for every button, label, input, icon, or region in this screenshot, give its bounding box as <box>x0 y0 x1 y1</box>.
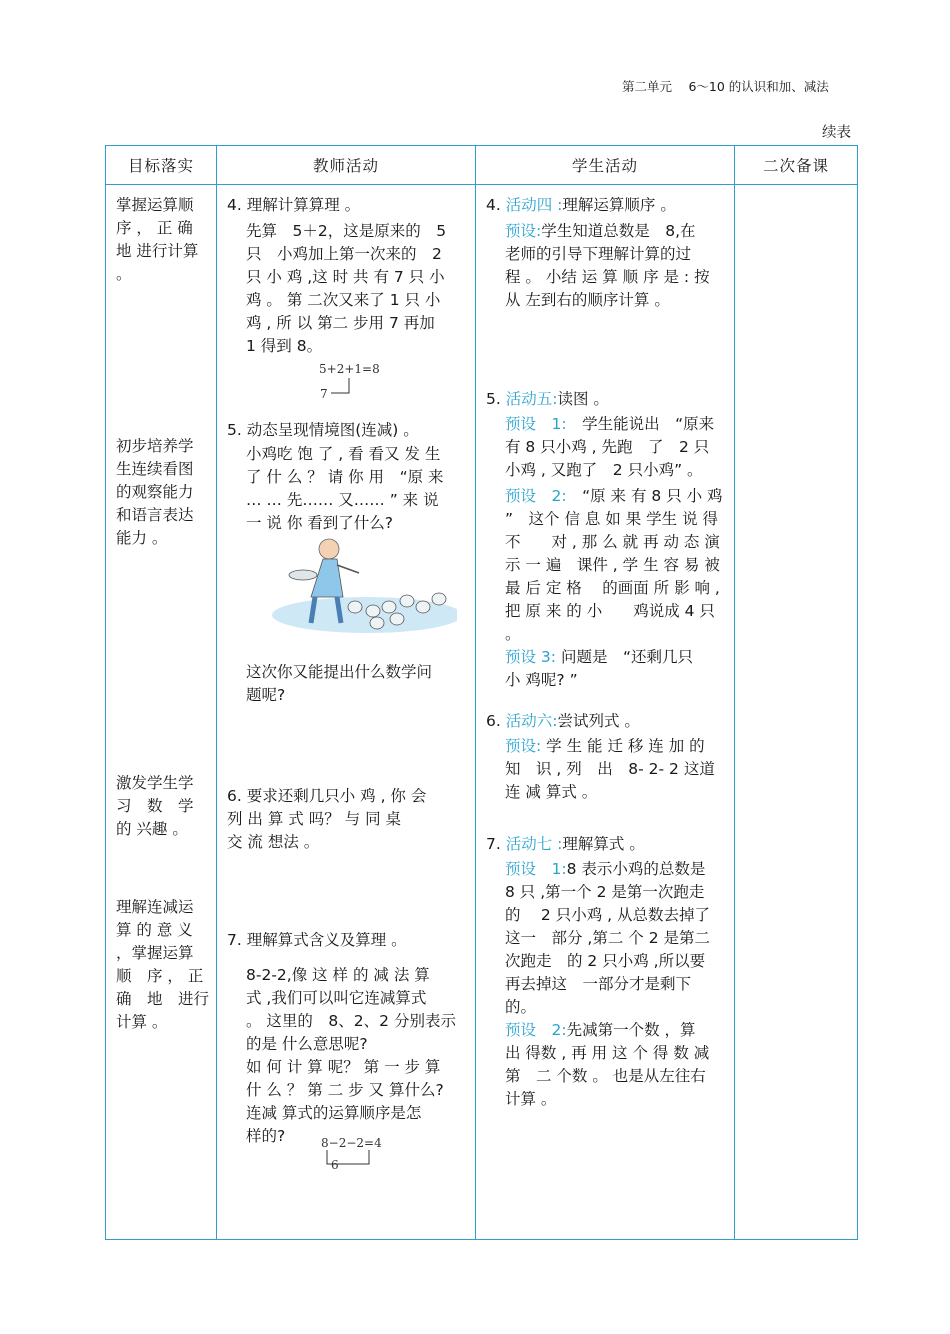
student-activity4-body <box>505 220 730 312</box>
activity4-preset-text: 学生知道总数是 8,在 <box>541 222 696 240</box>
teacher-step7-body: 8-2-2,像 这 样 的 减 法 算 式 ,我们可以叫它连减算式 。 这里的 8、2、2 分别表示 的是 什么意思呢? 如 何 计 算 呢？ 第 一 步 算 什 么 ？ 第 二 步 又 算什么? 连减 算式的运算顺序是怎 样的? <box>246 966 456 1145</box>
activity5-preset1-text-cont: 有 8 只小鸡 , 先跑 了 2 只 小鸡 , 又跑了 2 只小鸡” 。 <box>505 438 710 479</box>
activity7-label: 活动七 : <box>505 835 563 853</box>
calc-order-figure-2 <box>319 1135 399 1175</box>
col-header-teacher: 教师活动 <box>217 146 476 185</box>
activity7-preset1-label: 预设 1: <box>505 860 567 878</box>
teacher-cell <box>217 185 476 1240</box>
goal-2: 初步培养学 生连续看图 的观察能力 和语言表达 能力 。 <box>116 437 194 547</box>
activity5-title: 读图 。 <box>557 390 609 408</box>
goal-3: 激发学生学 习 数 学 的 兴趣 。 <box>116 774 194 838</box>
student-activity5-preset1 <box>505 413 733 482</box>
student-activity5-preset3 <box>505 646 733 692</box>
activity4-preset-label: 预设: <box>505 222 542 240</box>
teacher-step6: 6. 要求还剩几只小 鸡 , 你 会 列 出 算 式 吗？ 与 同 桌 交 流 想法 。 <box>227 787 427 851</box>
teacher-step7-title: 7. 理解算式含义及算理 。 <box>227 931 407 949</box>
activity5-label: 活动五: <box>505 390 558 408</box>
activity6-preset-text: 学 生 能 迁 移 连 加 的 <box>541 737 705 755</box>
activity5-preset2-label: 预设 2: <box>505 487 567 505</box>
figure1-expression: 5+2+1=8 <box>319 362 380 376</box>
col-header-student: 学生活动 <box>476 146 735 185</box>
goal-1: 掌握运算顺 序 ， 正 确 地 进行计算 。 <box>116 196 199 283</box>
teacher-step4-body: 先算 5＋2，这是原来的 5 只 小鸡加上第一次来的 2 只 小 鸡 ,这 时 共 有 7 只 小 鸡 。 第 二次又来了 1 只 小 鸡 , 所 以 第二 步用 7 再加 1 得到 8。 <box>246 222 447 355</box>
student-activity5-heading <box>486 388 731 411</box>
activity6-preset-text-cont: 知 识 , 列 出 8- 2- 2 这道 连 减 算式 。 <box>505 760 715 801</box>
student-activity4-heading <box>486 194 731 217</box>
activity5-preset3-text-cont: 小 鸡呢? ” <box>505 671 578 689</box>
activity7-title: 理解算式 。 <box>562 835 645 853</box>
activity4-number: 4. <box>486 196 501 214</box>
continued-label: 续表 <box>822 125 851 141</box>
goals-cell <box>106 185 217 1240</box>
figure2-subtotal: 6 <box>331 1158 339 1172</box>
activity7-number: 7. <box>486 835 501 853</box>
col-header-goals: 目标落实 <box>106 146 217 185</box>
activity6-label: 活动六: <box>505 712 558 730</box>
calc-order-figure-1 <box>317 360 397 404</box>
figure1-subtotal: 7 <box>320 387 328 401</box>
activity6-number: 6. <box>486 712 501 730</box>
activity7-preset2-text-cont: 出 得数 , 再 用 这 个 得 数 减 第 二 个数 。 也是从左往右 计算 。 <box>505 1044 710 1108</box>
activity7-preset1-text: 8 表示小鸡的总数是 <box>566 860 706 878</box>
chicks-scene-illustration <box>257 535 457 635</box>
revision-cell <box>735 185 858 1240</box>
activity7-preset2-text: 先减第一个数 ，算 <box>566 1021 696 1039</box>
activity4-preset-text-cont: 老师的引导下理解计算的过 程 。 小结 运 算 顺 序 是 : 按 从 左到右的顺序计算 。 <box>505 245 710 309</box>
student-activity7-heading <box>486 833 731 856</box>
activity4-title: 理解运算顺序 。 <box>562 196 676 214</box>
activity6-title: 尝试列式 。 <box>557 712 640 730</box>
figure2-expression: 8−2−2=4 <box>321 1136 382 1150</box>
table-header-row <box>106 146 858 185</box>
teacher-step5-body: 小鸡吃 饱 了 , 看 看又 发 生 了 什 么 ？ 请 你 用 “原 来 … … 先…… 又…… ” 来 说 一 说 你 看到了什么? <box>246 445 444 532</box>
activity5-preset2-text-cont: ” 这个 信 息 如 果 学生 说 得 不 对 , 那 么 就 再 动 态 演 示 一 遍 课件 , 学 生 容 易 被 最 后 定 格 的画面 所 影 响 , 把 原 来 的 小 鸡说成 4 只 。 <box>505 510 720 643</box>
student-activity6-body <box>505 735 733 804</box>
figure1-bracket <box>331 378 349 393</box>
col-header-revision: 二次备课 <box>735 146 858 185</box>
student-activity7-preset1 <box>505 858 733 1019</box>
activity5-preset2-text: “原 来 有 8 只 小 鸡 <box>566 487 723 505</box>
student-activity6-heading <box>486 710 731 733</box>
activity4-label: 活动四 : <box>505 196 563 214</box>
unit-header: 第二单元 6～10 的认识和加、减法 <box>622 79 829 94</box>
teacher-step4-title: 4. 理解计算算理 。 <box>227 196 361 214</box>
activity6-preset-label: 预设: <box>505 737 542 755</box>
goal-4: 理解连减运 算 的 意 义 ，掌握运算 顺 序 ， 正 确 地 进行 计算 。 <box>116 898 210 1031</box>
student-cell <box>476 185 735 1240</box>
lesson-plan-table <box>105 145 858 1240</box>
activity7-preset2-label: 预设 2: <box>505 1021 567 1039</box>
table-body-row <box>106 185 858 1240</box>
activity7-preset1-text-cont: 8 只 ,第一个 2 是第一次跑走 的 2 只小鸡 , 从总数去掉了 这一 部分 ,第二 个 2 是第二 次跑走 的 2 只小鸡 ,所以要 再去掉这 一部分才是剩下 的。 <box>505 883 710 1016</box>
teacher-step5-question: 这次你又能提出什么数学问 题呢? <box>246 663 433 704</box>
activity5-preset1-label: 预设 1: <box>505 415 567 433</box>
activity5-preset3-label: 预设 3: <box>505 648 557 666</box>
activity5-number: 5. <box>486 390 501 408</box>
student-activity5-preset2 <box>505 485 733 646</box>
student-activity7-preset2 <box>505 1019 733 1111</box>
teacher-step5-title: 5. 动态呈现情境图(连减) 。 <box>227 421 419 439</box>
activity5-preset1-text: 学生能说出 “原来 <box>566 415 715 433</box>
activity5-preset3-text: 问题是 “还剩几只 <box>556 648 693 666</box>
